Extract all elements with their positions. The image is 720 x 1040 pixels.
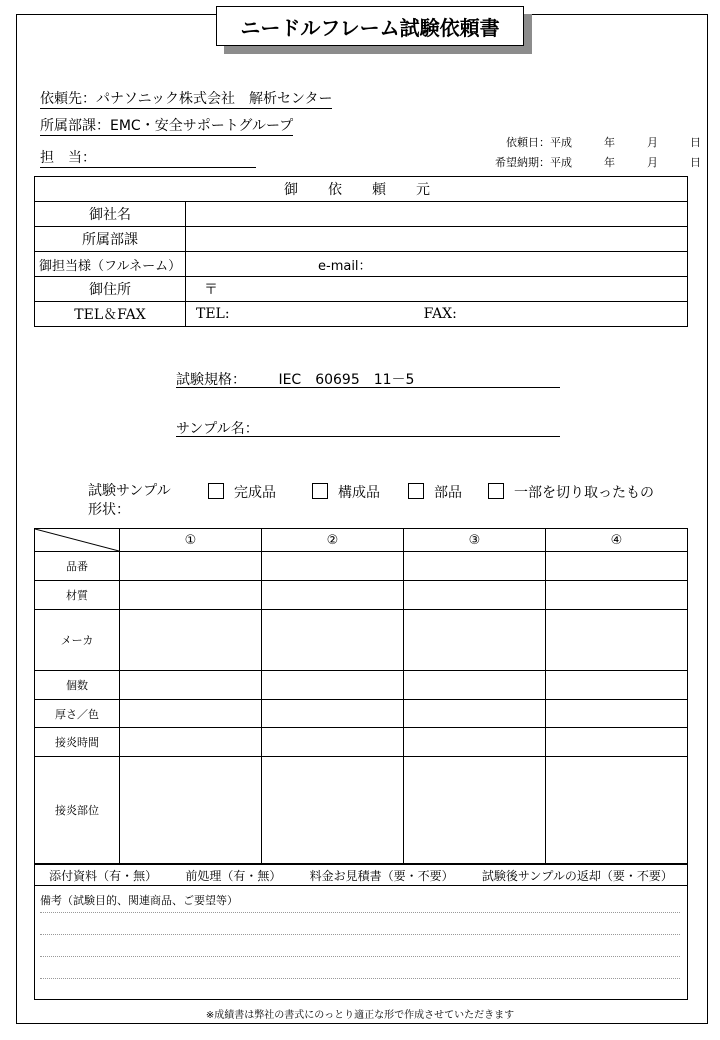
due-date-month: 月 — [647, 156, 658, 169]
table-cell[interactable] — [404, 757, 546, 864]
request-date-day: 日 — [690, 136, 701, 149]
email-label: e-mail： — [318, 258, 372, 274]
checkbox-complete[interactable] — [208, 482, 276, 502]
table-cell[interactable] — [262, 671, 404, 700]
table-cell[interactable] — [262, 728, 404, 757]
table-cell[interactable] — [120, 552, 262, 581]
request-date[interactable] — [452, 134, 701, 150]
contact-label: 御担当様（フルネーム） — [35, 252, 186, 277]
row-label: 厚さ／色 — [35, 700, 120, 728]
telfax-field[interactable] — [186, 302, 688, 327]
address-label: 御住所 — [35, 277, 186, 302]
column-header: ② — [262, 529, 404, 552]
row-label: 品番 — [35, 552, 120, 581]
remarks-label: 備考（試験目的、関連商品、ご要望等） — [40, 894, 238, 907]
diagonal-line — [35, 529, 119, 551]
table-cell[interactable] — [120, 700, 262, 728]
table-cell[interactable] — [262, 552, 404, 581]
option-label: 一部を切り取ったもの — [514, 485, 654, 501]
table-cell[interactable] — [546, 671, 688, 700]
table-cell[interactable] — [404, 610, 546, 671]
table-cell[interactable] — [404, 700, 546, 728]
test-standard-field[interactable] — [176, 369, 560, 388]
checkbox-component[interactable] — [312, 482, 380, 502]
due-date[interactable] — [452, 154, 701, 170]
checkbox-box[interactable] — [408, 483, 424, 499]
department-label: 所属部課 — [35, 227, 186, 252]
sample-name-label: サンプル名： — [176, 421, 259, 437]
table-cell[interactable] — [120, 757, 262, 864]
options-row — [34, 864, 688, 886]
estimate-option[interactable]: 料金お見積書（要・不要） — [309, 868, 454, 883]
table-cell[interactable] — [404, 552, 546, 581]
request-dept — [40, 115, 293, 135]
pretreatment-option[interactable]: 前処理（有・無） — [185, 868, 282, 883]
request-date-label: 依頼日：平成 — [506, 136, 572, 149]
form-title-text: ニードルフレーム試験依頼書 — [240, 15, 500, 40]
corner-cell — [35, 529, 120, 552]
table-cell[interactable] — [262, 700, 404, 728]
request-to — [40, 88, 332, 108]
request-dept-text: 所属部課：EMC・安全サポートグループ — [40, 118, 294, 134]
due-date-year: 年 — [604, 156, 615, 169]
company-field[interactable] — [186, 202, 688, 227]
row-label: メーカ — [35, 610, 120, 671]
tel-label: TEL: — [196, 306, 230, 322]
postal-mark: 〒 — [204, 282, 218, 298]
table-cell[interactable] — [546, 581, 688, 610]
table-cell[interactable] — [262, 757, 404, 864]
row-label: 接炎時間 — [35, 728, 120, 757]
row-label: 個数 — [35, 671, 120, 700]
checkbox-cutout[interactable] — [488, 482, 654, 502]
sample-table — [34, 528, 688, 864]
remarks-line — [40, 978, 680, 979]
request-date-year: 年 — [604, 136, 615, 149]
option-label: 完成品 — [234, 485, 276, 501]
column-header: ③ — [404, 529, 546, 552]
table-cell[interactable] — [404, 728, 546, 757]
table-cell[interactable] — [120, 581, 262, 610]
table-cell[interactable] — [546, 728, 688, 757]
attachment-option[interactable]: 添付資料（有・無） — [49, 868, 158, 883]
checkbox-box[interactable] — [208, 483, 224, 499]
remarks-line — [40, 912, 680, 913]
checkbox-box[interactable] — [312, 483, 328, 499]
address-field[interactable] — [186, 277, 688, 302]
person-in-charge[interactable] — [40, 147, 256, 168]
table-cell[interactable] — [546, 700, 688, 728]
client-heading: 御 依 頼 元 — [35, 177, 688, 202]
remarks-line — [40, 934, 680, 935]
column-header: ① — [120, 529, 262, 552]
contact-field[interactable] — [186, 252, 688, 277]
company-label: 御社名 — [35, 202, 186, 227]
person-label: 担 当： — [40, 150, 96, 166]
table-cell[interactable] — [262, 581, 404, 610]
option-label: 部品 — [434, 485, 462, 501]
checkbox-part[interactable] — [408, 482, 462, 502]
option-label: 構成品 — [338, 485, 380, 501]
table-cell[interactable] — [546, 552, 688, 581]
table-cell[interactable] — [262, 610, 404, 671]
table-cell[interactable] — [120, 671, 262, 700]
fax-label: FAX: — [423, 306, 457, 322]
due-date-day: 日 — [690, 156, 701, 169]
remarks-line — [40, 956, 680, 957]
sample-name-field[interactable] — [176, 418, 560, 437]
due-date-label: 希望納期：平成 — [495, 156, 572, 169]
test-standard-value: IEC 60695 11－5 — [278, 372, 415, 388]
table-cell[interactable] — [404, 671, 546, 700]
table-cell[interactable] — [120, 728, 262, 757]
table-cell[interactable] — [546, 757, 688, 864]
return-option[interactable]: 試験後サンプルの返却（要・不要） — [481, 868, 673, 883]
table-cell[interactable] — [120, 610, 262, 671]
test-standard-label: 試験規格： — [176, 372, 246, 388]
row-label: 接炎部位 — [35, 757, 120, 864]
form-title — [216, 6, 524, 46]
request-to-text: 依頼先：パナソニック株式会社 解析センター — [40, 91, 333, 107]
footnote: ※成績書は弊社の書式にのっとり適正な形で作成させていただきます — [205, 1010, 515, 1021]
checkbox-box[interactable] — [488, 483, 504, 499]
table-cell[interactable] — [546, 610, 688, 671]
sample-form-label: 試験サンプル形状： — [88, 483, 171, 518]
department-field[interactable] — [186, 227, 688, 252]
table-cell[interactable] — [404, 581, 546, 610]
row-label: 材質 — [35, 581, 120, 610]
client-table — [34, 176, 688, 327]
telfax-label: TEL＆FAX — [35, 302, 186, 327]
request-date-month: 月 — [647, 136, 658, 149]
column-header: ④ — [546, 529, 688, 552]
